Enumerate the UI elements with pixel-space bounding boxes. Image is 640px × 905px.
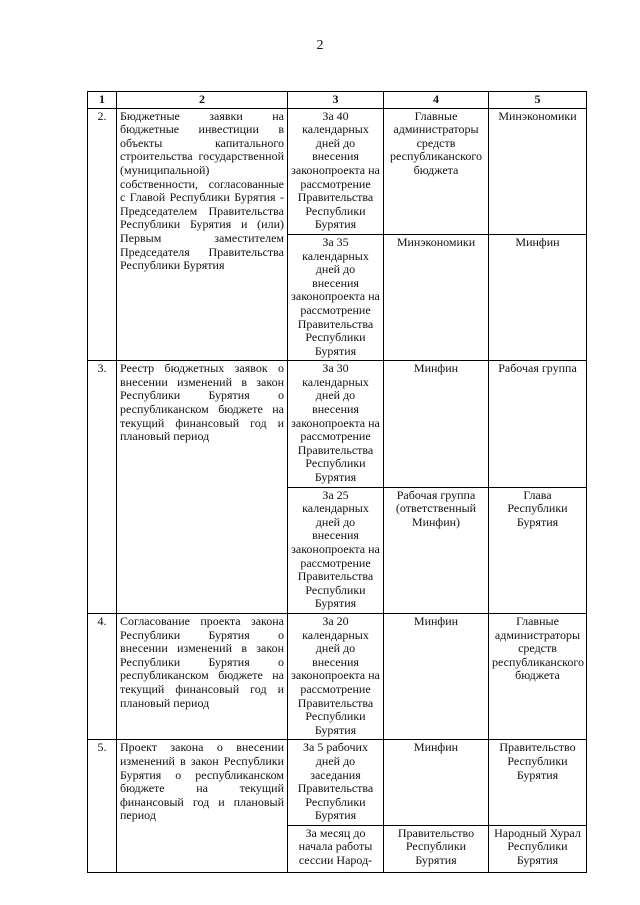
column-header: 5 [489, 92, 587, 109]
table-row [88, 613, 587, 739]
executor-cell: Минфин [384, 740, 489, 826]
executor-cell: Главные администраторы средств республиканского бюджета [384, 108, 489, 234]
executor-cell: Рабочая группа (ответственный Минфин) [384, 487, 489, 613]
schedule-table [87, 91, 587, 873]
executor-cell: Правительство Республики Бурятия [384, 825, 489, 872]
row-description: Бюджетные заявки на бюджетные инвестиции в объекты капитального строительства государственной (муниципальной) собственности, согласованные с Главой Республики Бурятия - Председателем Правительства Республики Бурятия и (или) Первым заместителем Председателя Правительства Республики Бурятия [117, 108, 288, 361]
recipient-cell: Минэкономики [489, 108, 587, 234]
recipient-cell: Минфин [489, 234, 587, 360]
deadline-cell: За 30 календарных дней до внесения законопроекта на рассмотрение Правительства Республики Бурятия [288, 361, 384, 487]
recipient-cell: Народный Хурал Республики Бурятия [489, 825, 587, 872]
deadline-cell: За 20 календарных дней до внесения законопроекта на рассмотрение Правительства Республики Бурятия [288, 613, 384, 739]
row-description: Реестр бюджетных заявок о внесении изменений в закон Республики Бурятия о республиканском бюджете на текущий финансовый год и плановый период [117, 361, 288, 614]
recipient-cell: Главные администраторы средств республиканского бюджета [489, 613, 587, 739]
column-header: 1 [88, 92, 117, 109]
table-row [88, 108, 587, 234]
row-number: 5. [88, 740, 117, 873]
row-description: Согласование проекта закона Республики Бурятия о внесении изменений в закон Республики Бурятия о республиканском бюджете на текущий финансовый год и плановый период [117, 613, 288, 739]
executor-cell: Минфин [384, 613, 489, 739]
table-row [88, 361, 587, 487]
deadline-cell: За месяц до начала работы сессии Народ- [288, 825, 384, 872]
column-header: 3 [288, 92, 384, 109]
row-number: 2. [88, 108, 117, 361]
page-number: 2 [316, 38, 324, 53]
column-header: 4 [384, 92, 489, 109]
deadline-cell: За 25 календарных дней до внесения законопроекта на рассмотрение Правительства Республики Бурятия [288, 487, 384, 613]
table-header-row [88, 92, 587, 109]
table-row [88, 740, 587, 826]
deadline-cell: За 40 календарных дней до внесения законопроекта на рассмотрение Правительства Республики Бурятия [288, 108, 384, 234]
recipient-cell: Правительство Республики Бурятия [489, 740, 587, 826]
row-number: 3. [88, 361, 117, 614]
deadline-cell: За 5 рабочих дней до заседания Правительства Республики Бурятия [288, 740, 384, 826]
column-header: 2 [117, 92, 288, 109]
executor-cell: Минфин [384, 361, 489, 487]
executor-cell: Минэкономики [384, 234, 489, 360]
recipient-cell: Рабочая группа [489, 361, 587, 487]
recipient-cell: Глава Республики Бурятия [489, 487, 587, 613]
row-number: 4. [88, 613, 117, 739]
deadline-cell: За 35 календарных дней до внесения законопроекта на рассмотрение Правительства Республики Бурятия [288, 234, 384, 360]
row-description: Проект закона о внесении изменений в закон Республики Бурятия о республиканском бюджете на текущий финансовый год и плановый период [117, 740, 288, 873]
